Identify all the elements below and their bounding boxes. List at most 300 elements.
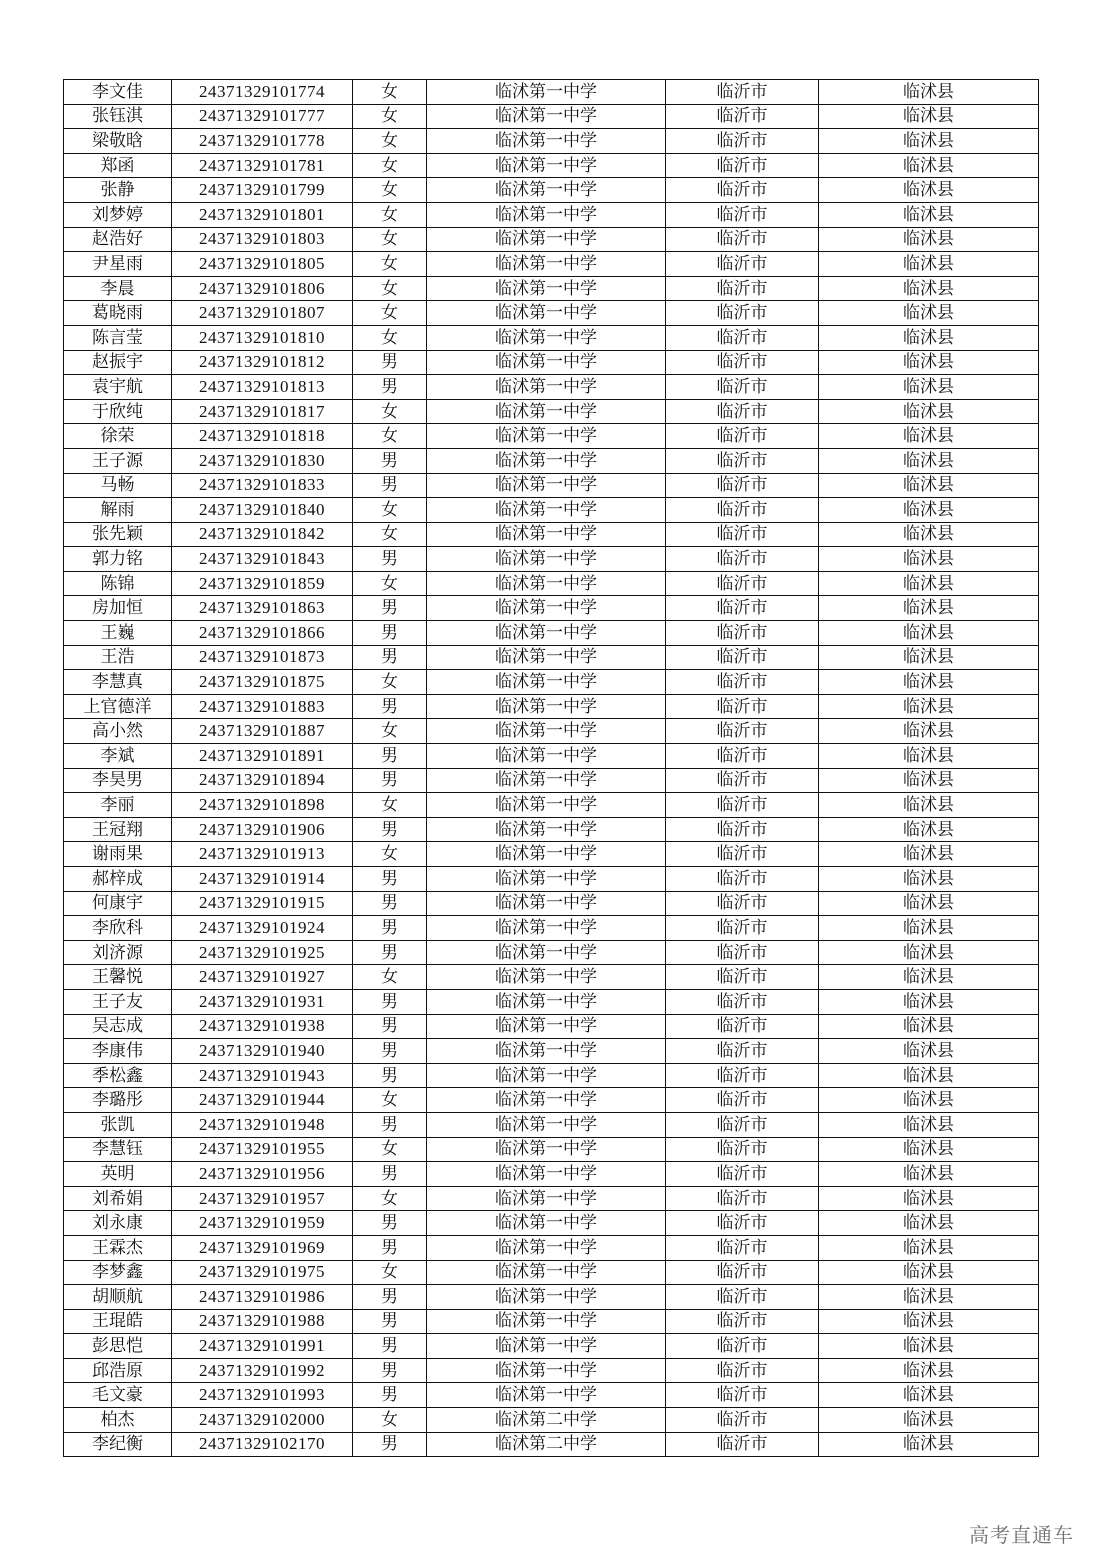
city-cell: 临沂市 [666,1383,819,1408]
name-cell: 尹星雨 [64,252,172,277]
table-row [64,645,1039,670]
gender-cell: 男 [353,694,427,719]
table-row [64,1186,1039,1211]
county-cell: 临沭县 [819,1211,1039,1236]
gender-cell: 男 [353,768,427,793]
table-row [64,1137,1039,1162]
school-cell: 临沭第一中学 [427,694,666,719]
city-cell: 临沂市 [666,1408,819,1433]
school-cell: 临沭第一中学 [427,375,666,400]
exam-id-cell: 24371329101991 [172,1334,353,1359]
county-cell: 临沭县 [819,1137,1039,1162]
exam-id-cell: 24371329101948 [172,1112,353,1137]
table-row [64,694,1039,719]
county-cell: 临沭县 [819,596,1039,621]
school-cell: 临沭第一中学 [427,129,666,154]
county-cell: 临沭县 [819,817,1039,842]
city-cell: 临沂市 [666,1285,819,1310]
name-cell: 解雨 [64,498,172,523]
gender-cell: 男 [353,1162,427,1187]
school-cell: 临沭第一中学 [427,498,666,523]
table-row [64,1285,1039,1310]
gender-cell: 女 [353,252,427,277]
city-cell: 临沂市 [666,498,819,523]
school-cell: 临沭第一中学 [427,1309,666,1334]
name-cell: 房加恒 [64,596,172,621]
gender-cell: 男 [353,1358,427,1383]
school-cell: 临沭第一中学 [427,448,666,473]
school-cell: 临沭第一中学 [427,719,666,744]
name-cell: 梁敬晗 [64,129,172,154]
city-cell: 临沂市 [666,522,819,547]
school-cell: 临沭第一中学 [427,399,666,424]
exam-id-cell: 24371329101913 [172,842,353,867]
name-cell: 郝梓成 [64,867,172,892]
name-cell: 高小然 [64,719,172,744]
gender-cell: 男 [353,1383,427,1408]
exam-id-cell: 24371329101801 [172,202,353,227]
name-cell: 邱浩原 [64,1358,172,1383]
name-cell: 胡顺航 [64,1285,172,1310]
city-cell: 临沂市 [666,1334,819,1359]
gender-cell: 男 [353,448,427,473]
table-row [64,1260,1039,1285]
county-cell: 临沭县 [819,1186,1039,1211]
county-cell: 临沭县 [819,276,1039,301]
exam-id-cell: 24371329101813 [172,375,353,400]
school-cell: 临沭第一中学 [427,744,666,769]
exam-id-cell: 24371329101883 [172,694,353,719]
city-cell: 临沂市 [666,1235,819,1260]
exam-id-cell: 24371329101993 [172,1383,353,1408]
table-row [64,1039,1039,1064]
city-cell: 临沂市 [666,547,819,572]
gender-cell: 女 [353,965,427,990]
exam-id-cell: 24371329101863 [172,596,353,621]
name-cell: 袁宇航 [64,375,172,400]
county-cell: 临沭县 [819,375,1039,400]
city-cell: 临沂市 [666,891,819,916]
gender-cell: 女 [353,301,427,326]
city-cell: 临沂市 [666,940,819,965]
exam-id-cell: 24371329101803 [172,227,353,252]
name-cell: 李丽 [64,793,172,818]
county-cell: 临沭县 [819,473,1039,498]
exam-id-cell: 24371329101842 [172,522,353,547]
school-cell: 临沭第一中学 [427,1088,666,1113]
city-cell: 临沂市 [666,916,819,941]
county-cell: 临沭县 [819,621,1039,646]
city-cell: 临沂市 [666,202,819,227]
city-cell: 临沂市 [666,178,819,203]
name-cell: 张先颖 [64,522,172,547]
exam-id-cell: 24371329101778 [172,129,353,154]
table-row [64,621,1039,646]
county-cell: 临沭县 [819,916,1039,941]
exam-id-cell: 24371329101992 [172,1358,353,1383]
gender-cell: 男 [353,916,427,941]
gender-cell: 男 [353,547,427,572]
exam-id-cell: 24371329101818 [172,424,353,449]
table-row [64,867,1039,892]
table-row [64,276,1039,301]
school-cell: 临沭第一中学 [427,424,666,449]
county-cell: 临沭县 [819,694,1039,719]
name-cell: 赵振宇 [64,350,172,375]
name-cell: 王馨悦 [64,965,172,990]
school-cell: 临沭第一中学 [427,768,666,793]
table-row [64,473,1039,498]
name-cell: 李璐彤 [64,1088,172,1113]
table-row [64,1162,1039,1187]
school-cell: 临沭第一中学 [427,80,666,105]
gender-cell: 男 [353,1211,427,1236]
gender-cell: 女 [353,129,427,154]
county-cell: 临沭县 [819,842,1039,867]
name-cell: 刘希娟 [64,1186,172,1211]
city-cell: 临沂市 [666,1014,819,1039]
county-cell: 临沭县 [819,448,1039,473]
exam-id-cell: 24371329101956 [172,1162,353,1187]
school-cell: 临沭第一中学 [427,547,666,572]
exam-id-cell: 24371329101830 [172,448,353,473]
school-cell: 临沭第一中学 [427,1358,666,1383]
name-cell: 李斌 [64,744,172,769]
county-cell: 临沭县 [819,891,1039,916]
exam-id-cell: 24371329101894 [172,768,353,793]
school-cell: 临沭第一中学 [427,178,666,203]
student-table [63,79,1039,1457]
city-cell: 临沂市 [666,1112,819,1137]
school-cell: 临沭第一中学 [427,1186,666,1211]
exam-id-cell: 24371329101777 [172,104,353,129]
exam-id-cell: 24371329101898 [172,793,353,818]
table-row [64,1014,1039,1039]
school-cell: 临沭第一中学 [427,842,666,867]
gender-cell: 女 [353,178,427,203]
table-row [64,1309,1039,1334]
city-cell: 临沂市 [666,793,819,818]
county-cell: 临沭县 [819,1112,1039,1137]
gender-cell: 男 [353,1334,427,1359]
school-cell: 临沭第一中学 [427,301,666,326]
gender-cell: 男 [353,1063,427,1088]
city-cell: 临沂市 [666,375,819,400]
name-cell: 陈言莹 [64,325,172,350]
gender-cell: 女 [353,202,427,227]
school-cell: 临沭第一中学 [427,522,666,547]
name-cell: 王浩 [64,645,172,670]
school-cell: 临沭第一中学 [427,1014,666,1039]
school-cell: 临沭第一中学 [427,867,666,892]
school-cell: 临沭第一中学 [427,1260,666,1285]
name-cell: 于欣纯 [64,399,172,424]
school-cell: 临沭第一中学 [427,571,666,596]
table-row [64,842,1039,867]
county-cell: 临沭县 [819,645,1039,670]
county-cell: 临沭县 [819,670,1039,695]
exam-id-cell: 24371329101955 [172,1137,353,1162]
gender-cell: 男 [353,744,427,769]
name-cell: 王子友 [64,989,172,1014]
city-cell: 临沂市 [666,1186,819,1211]
school-cell: 临沭第一中学 [427,1383,666,1408]
student-list-sheet [63,79,1039,1457]
school-cell: 临沭第一中学 [427,1039,666,1064]
city-cell: 临沂市 [666,744,819,769]
gender-cell: 女 [353,1260,427,1285]
table-row [64,965,1039,990]
gender-cell: 女 [353,399,427,424]
school-cell: 临沭第一中学 [427,596,666,621]
county-cell: 临沭县 [819,768,1039,793]
school-cell: 临沭第一中学 [427,1162,666,1187]
city-cell: 临沂市 [666,965,819,990]
city-cell: 临沂市 [666,1432,819,1457]
exam-id-cell: 24371329101873 [172,645,353,670]
watermark-text: 高考直通车 [969,1523,1074,1547]
gender-cell: 女 [353,842,427,867]
exam-id-cell: 24371329101810 [172,325,353,350]
city-cell: 临沂市 [666,645,819,670]
city-cell: 临沂市 [666,424,819,449]
city-cell: 临沂市 [666,276,819,301]
table-row [64,301,1039,326]
county-cell: 临沭县 [819,719,1039,744]
city-cell: 临沂市 [666,1137,819,1162]
gender-cell: 男 [353,621,427,646]
gender-cell: 男 [353,1285,427,1310]
table-row [64,596,1039,621]
table-row [64,719,1039,744]
table-row [64,424,1039,449]
table-row [64,793,1039,818]
gender-cell: 女 [353,571,427,596]
county-cell: 临沭县 [819,104,1039,129]
name-cell: 李慧钰 [64,1137,172,1162]
county-cell: 临沭县 [819,153,1039,178]
gender-cell: 男 [353,1039,427,1064]
school-cell: 临沭第二中学 [427,1432,666,1457]
gender-cell: 女 [353,1088,427,1113]
table-row [64,916,1039,941]
table-row [64,1432,1039,1457]
county-cell: 临沭县 [819,1358,1039,1383]
gender-cell: 女 [353,498,427,523]
exam-id-cell: 24371329101944 [172,1088,353,1113]
name-cell: 彭思恺 [64,1334,172,1359]
table-row [64,153,1039,178]
gender-cell: 男 [353,891,427,916]
county-cell: 临沭县 [819,301,1039,326]
city-cell: 临沂市 [666,350,819,375]
name-cell: 葛晓雨 [64,301,172,326]
county-cell: 临沭县 [819,1432,1039,1457]
gender-cell: 男 [353,1235,427,1260]
county-cell: 临沭县 [819,1063,1039,1088]
city-cell: 临沂市 [666,473,819,498]
table-row [64,1112,1039,1137]
table-row [64,399,1039,424]
school-cell: 临沭第一中学 [427,325,666,350]
school-cell: 临沭第一中学 [427,473,666,498]
gender-cell: 女 [353,1408,427,1433]
school-cell: 临沭第一中学 [427,621,666,646]
county-cell: 临沭县 [819,744,1039,769]
gender-cell: 男 [353,817,427,842]
city-cell: 临沂市 [666,1039,819,1064]
name-cell: 王霖杰 [64,1235,172,1260]
name-cell: 毛文豪 [64,1383,172,1408]
city-cell: 临沂市 [666,1358,819,1383]
exam-id-cell: 24371329101833 [172,473,353,498]
school-cell: 临沭第一中学 [427,153,666,178]
table-row [64,989,1039,1014]
school-cell: 临沭第一中学 [427,227,666,252]
school-cell: 临沭第一中学 [427,276,666,301]
exam-id-cell: 24371329101915 [172,891,353,916]
county-cell: 临沭县 [819,178,1039,203]
city-cell: 临沂市 [666,842,819,867]
table-row [64,571,1039,596]
name-cell: 李康伟 [64,1039,172,1064]
county-cell: 临沭县 [819,80,1039,105]
exam-id-cell: 24371329101959 [172,1211,353,1236]
county-cell: 临沭县 [819,202,1039,227]
gender-cell: 男 [353,1309,427,1334]
table-row [64,129,1039,154]
exam-id-cell: 24371329101891 [172,744,353,769]
table-row [64,1063,1039,1088]
gender-cell: 女 [353,1186,427,1211]
table-row [64,1408,1039,1433]
gender-cell: 男 [353,940,427,965]
exam-id-cell: 24371329101806 [172,276,353,301]
table-row [64,1383,1039,1408]
school-cell: 临沭第一中学 [427,1285,666,1310]
name-cell: 郭力铭 [64,547,172,572]
county-cell: 临沭县 [819,1162,1039,1187]
exam-id-cell: 24371329101906 [172,817,353,842]
name-cell: 李慧真 [64,670,172,695]
county-cell: 临沭县 [819,350,1039,375]
county-cell: 临沭县 [819,1309,1039,1334]
name-cell: 徐荣 [64,424,172,449]
table-row [64,891,1039,916]
name-cell: 王琨皓 [64,1309,172,1334]
city-cell: 临沂市 [666,399,819,424]
table-row [64,1088,1039,1113]
county-cell: 临沭县 [819,1235,1039,1260]
school-cell: 临沭第一中学 [427,916,666,941]
name-cell: 季松鑫 [64,1063,172,1088]
exam-id-cell: 24371329101887 [172,719,353,744]
school-cell: 临沭第一中学 [427,1137,666,1162]
exam-id-cell: 24371329101925 [172,940,353,965]
gender-cell: 女 [353,1137,427,1162]
county-cell: 临沭县 [819,1088,1039,1113]
table-row [64,202,1039,227]
county-cell: 临沭县 [819,793,1039,818]
county-cell: 临沭县 [819,965,1039,990]
school-cell: 临沭第一中学 [427,817,666,842]
gender-cell: 女 [353,325,427,350]
gender-cell: 男 [353,350,427,375]
name-cell: 刘永康 [64,1211,172,1236]
exam-id-cell: 24371329102000 [172,1408,353,1433]
table-row [64,1211,1039,1236]
exam-id-cell: 24371329101975 [172,1260,353,1285]
table-row [64,252,1039,277]
exam-id-cell: 24371329101843 [172,547,353,572]
school-cell: 临沭第一中学 [427,645,666,670]
gender-cell: 男 [353,596,427,621]
exam-id-cell: 24371329101866 [172,621,353,646]
exam-id-cell: 24371329101938 [172,1014,353,1039]
exam-id-cell: 24371329101943 [172,1063,353,1088]
gender-cell: 男 [353,1112,427,1137]
exam-id-cell: 24371329101875 [172,670,353,695]
table-row [64,1334,1039,1359]
city-cell: 临沂市 [666,596,819,621]
exam-id-cell: 24371329101988 [172,1309,353,1334]
county-cell: 临沭县 [819,522,1039,547]
school-cell: 临沭第二中学 [427,1408,666,1433]
gender-cell: 男 [353,1432,427,1457]
table-row [64,768,1039,793]
exam-id-cell: 24371329101840 [172,498,353,523]
city-cell: 临沂市 [666,670,819,695]
name-cell: 上官德洋 [64,694,172,719]
name-cell: 英明 [64,1162,172,1187]
city-cell: 临沂市 [666,325,819,350]
table-row [64,448,1039,473]
city-cell: 临沂市 [666,104,819,129]
school-cell: 临沭第一中学 [427,1112,666,1137]
city-cell: 临沂市 [666,1211,819,1236]
school-cell: 临沭第一中学 [427,989,666,1014]
name-cell: 陈锦 [64,571,172,596]
city-cell: 临沂市 [666,252,819,277]
name-cell: 王子源 [64,448,172,473]
county-cell: 临沭县 [819,1260,1039,1285]
exam-id-cell: 24371329101940 [172,1039,353,1064]
name-cell: 郑函 [64,153,172,178]
table-row [64,104,1039,129]
county-cell: 临沭县 [819,571,1039,596]
county-cell: 临沭县 [819,1285,1039,1310]
name-cell: 何康宇 [64,891,172,916]
gender-cell: 女 [353,227,427,252]
exam-id-cell: 24371329101969 [172,1235,353,1260]
city-cell: 临沂市 [666,768,819,793]
name-cell: 刘梦婷 [64,202,172,227]
table-row [64,350,1039,375]
name-cell: 李文佳 [64,80,172,105]
county-cell: 临沭县 [819,867,1039,892]
table-row [64,744,1039,769]
name-cell: 李欣科 [64,916,172,941]
table-row [64,817,1039,842]
exam-id-cell: 24371329101924 [172,916,353,941]
school-cell: 临沭第一中学 [427,1211,666,1236]
exam-id-cell: 24371329102170 [172,1432,353,1457]
gender-cell: 女 [353,276,427,301]
gender-cell: 女 [353,80,427,105]
name-cell: 谢雨果 [64,842,172,867]
county-cell: 临沭县 [819,1383,1039,1408]
county-cell: 临沭县 [819,1408,1039,1433]
